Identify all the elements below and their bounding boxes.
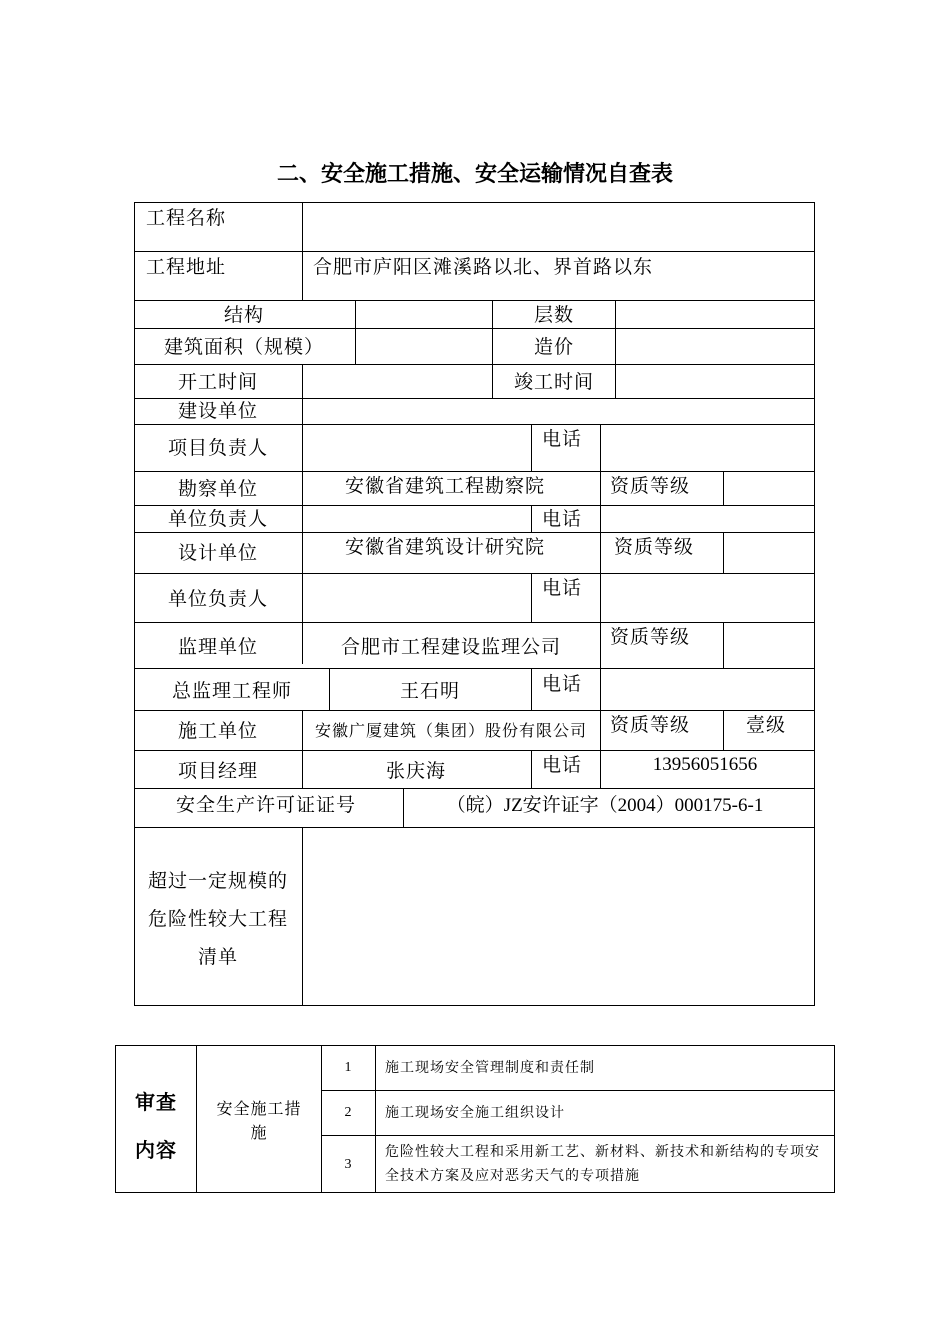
review-item-text: 危险性较大工程和采用新工艺、新材料、新技术和新结构的专项安全技术方案及应对恶劣天气的专项措施 <box>385 1144 820 1184</box>
review-item-text: 施工现场安全管理制度和责任制 <box>385 1060 595 1076</box>
review-category: 安全施工措施 <box>216 1099 302 1142</box>
project-address-label: 工程地址 <box>146 256 227 278</box>
unit-head-label: 单位负责人 <box>167 508 269 530</box>
qualification-label: 资质等级 <box>610 626 691 648</box>
phone-label: 电话 <box>542 673 583 695</box>
survey-unit-value[interactable]: 安徽省建筑工程勘察院 <box>344 475 546 497</box>
cost-label: 造价 <box>533 336 575 358</box>
supervision-unit-value[interactable]: 合肥市工程建设监理公司 <box>340 636 562 658</box>
license-label: 安全生产许可证证号 <box>175 794 357 816</box>
review-item-text: 施工现场安全施工组织设计 <box>385 1105 565 1121</box>
design-unit-label: 设计单位 <box>177 542 259 564</box>
survey-unit-label: 勘察单位 <box>177 478 259 500</box>
area-label: 建筑面积（规模） <box>163 336 325 358</box>
phone-label: 电话 <box>542 508 583 530</box>
phone-label: 电话 <box>542 428 583 450</box>
project-manager-value[interactable]: 张庆海 <box>385 760 447 782</box>
builder-label: 建设单位 <box>177 400 259 422</box>
structure-label: 结构 <box>223 304 265 326</box>
review-item-no: 2 <box>344 1105 352 1120</box>
review-content-label: 审查内容 <box>135 1090 177 1162</box>
finish-date-label: 竣工时间 <box>513 371 595 393</box>
license-value[interactable]: （皖）JZ安许证字（2004）000175-6-1 <box>446 795 764 816</box>
chief-supervisor-value[interactable]: 王石明 <box>399 680 461 702</box>
phone-label: 电话 <box>542 577 583 599</box>
phone-label: 电话 <box>542 754 583 776</box>
hazard-list-label: 超过一定规模的危险性较大工程清单 <box>147 870 288 968</box>
project-address-value[interactable]: 合肥市庐阳区滩溪路以北、界首路以东 <box>313 256 654 278</box>
qualification-label: 资质等级 <box>610 475 691 497</box>
review-item-no: 1 <box>344 1060 352 1075</box>
floors-label: 层数 <box>533 304 575 326</box>
construction-grade[interactable]: 壹级 <box>745 714 787 736</box>
qualification-label: 资质等级 <box>610 714 691 736</box>
project-name-label: 工程名称 <box>146 207 227 229</box>
project-manager-label: 项目经理 <box>177 760 259 782</box>
review-item-no: 3 <box>344 1157 352 1172</box>
supervision-unit-label: 监理单位 <box>177 636 259 658</box>
unit-head-label: 单位负责人 <box>167 588 269 610</box>
start-date-label: 开工时间 <box>177 371 259 393</box>
page-title: 二、安全施工措施、安全运输情况自查表 <box>276 162 673 187</box>
project-manager-label: 项目负责人 <box>167 437 269 459</box>
construction-unit-label: 施工单位 <box>177 720 259 742</box>
project-manager-phone[interactable]: 13956051656 <box>652 754 758 775</box>
chief-supervisor-label: 总监理工程师 <box>171 680 293 702</box>
construction-unit-value[interactable]: 安徽广厦建筑（集团）股份有限公司 <box>314 721 588 740</box>
design-unit-value[interactable]: 安徽省建筑设计研究院 <box>344 536 546 558</box>
qualification-label: 资质等级 <box>614 536 695 558</box>
